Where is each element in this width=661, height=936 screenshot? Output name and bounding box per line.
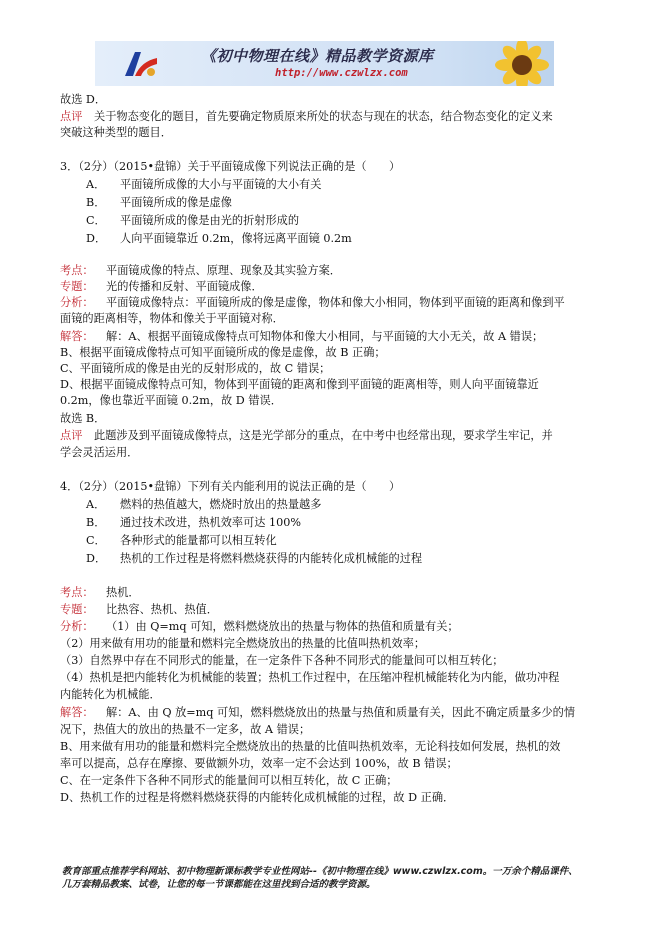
q4-kaodian: 考点： 热机． <box>60 586 140 599</box>
q3-jieda-line3: C、平面镜所成的像是由光的反射形成的，故 C 错误； <box>60 362 331 375</box>
site-logo-icon <box>121 48 161 80</box>
q4-option-d: D． 热机的工作过程是将燃料燃烧获得的内能转化成机械能的过程 <box>86 552 423 565</box>
q4-jieda: 解答： 解：A、由 Q 放=mq 可知，燃料燃烧放出的热量与热值和质量有关，因此不确定质量多少的情 <box>60 706 576 719</box>
banner-title: 《初中物理在线》精品教学资源库 <box>201 47 434 65</box>
q3-fenxi-line2: 面镜的距离相等，物体和像关于平面镜对称． <box>60 312 284 325</box>
q4-fenxi-line2: （2）用来做有用功的能量和燃料完全燃烧放出的热量的比值叫热机效率； <box>60 637 426 650</box>
q3-jieda-line2: B、根据平面镜成像特点可知平面镜所成的像是虚像，故 B 正确； <box>60 346 386 359</box>
q4-option-b: B． 通过技术改进，热机效率可达 100% <box>86 516 301 529</box>
prev-comment-line1: 关于物态变化的题目，首先要确定物质原来所处的状态与现在的状态，结合物态变化的定义来 <box>94 110 553 123</box>
q4-option-c: C． 各种形式的能量都可以相互转化 <box>86 534 277 547</box>
q3-kaodian: 考点： 平面镜成像的特点、原理、现象及其实验方案． <box>60 264 341 277</box>
q4-fenxi: 分析： （1）由 Q=mq 可知，燃料燃烧放出的热量与物体的热值和质量有关； <box>60 620 459 633</box>
prev-comment-line2: 突破这种类型的题目． <box>60 126 172 139</box>
q3-option-d: D． 人向平面镜靠近 0.2m，像将远离平面镜 0.2m <box>86 232 352 245</box>
comment-label: 点评 <box>60 110 83 123</box>
q4-zhuanti: 专题： 比热容、热机、热值． <box>60 603 218 616</box>
q4-jieda-line3: B、用来做有用功的能量和燃料完全燃烧放出的热量的比值叫热机效率，无论科技如何发展，热机的效 <box>60 740 561 753</box>
q3-answer: 故选 B． <box>60 412 106 425</box>
q3-comment: 点评 此题涉及到平面镜成像特点，这是光学部分的重点，在中考中也经常出现，要求学生牢记，并 <box>60 429 553 442</box>
q4-fenxi-line3: （3）自然界中存在不同形式的能量，在一定条件下各种不同形式的能量间可以相互转化； <box>60 654 504 667</box>
q3-jieda: 解答： 解：A、根据平面镜成像特点可知物体和像大小相同，与平面镜的大小无关，故 A 错误； <box>60 330 544 343</box>
q3-option-c: C． 平面镜所成的像是由光的折射形成的 <box>86 214 300 227</box>
q4-option-a: A． 燃料的热值越大，燃烧时放出的热量越多 <box>86 498 322 511</box>
q3-stem: 3．（2分）（2015•盘锦）关于平面镜成像下列说法正确的是（ ） <box>60 160 401 173</box>
q3-option-a: A． 平面镜所成像的大小与平面镜的大小有关 <box>86 178 322 191</box>
sunflower-icon <box>492 41 552 86</box>
q3-comment-line2: 学会灵活运用． <box>60 446 139 459</box>
q4-jieda-line4: 率可以提高，总存在摩擦、要做额外功，效率一定不会达到 100%，故 B 错误； <box>60 757 458 770</box>
q4-fenxi-line5: 内能转化为机械能． <box>60 688 161 701</box>
header-banner <box>95 41 554 86</box>
q3-option-b: B． 平面镜所成的像是虚像 <box>86 196 232 209</box>
footer-line2: 几万套精品教案、试卷，让您的每一节课都能在这里找到合适的教学资源。 <box>62 879 376 890</box>
q4-fenxi-line4: （4）热机是把内能转化为机械能的装置；热机工作过程中，在压缩冲程机械能转化为内能，做功冲程 <box>60 671 560 684</box>
q3-zhuanti: 专题： 光的传播和反射、平面镜成像． <box>60 280 263 293</box>
q4-stem: 4．（2分）（2015•盘锦）下列有关内能利用的说法正确的是（ ） <box>60 480 401 493</box>
q4-jieda-line5: C、在一定条件下各种不同形式的能量间可以相互转化，故 C 正确； <box>60 774 398 787</box>
q4-jieda-line6: D、热机工作的过程是将燃料燃烧获得的内能转化成机械能的过程，故 D 正确． <box>60 791 455 804</box>
q3-jieda-line4: D、根据平面镜成像特点可知，物体到平面镜的距离和像到平面镜的距离相等，则人向平面镜靠近 <box>60 378 539 391</box>
q3-fenxi: 分析： 平面镜成像特点：平面镜所成的像是虚像，物体和像大小相同，物体到平面镜的距离和像到平 <box>60 296 565 309</box>
prev-answer: 故选 D． <box>60 93 107 106</box>
page-footer <box>62 865 622 891</box>
q3-jieda-line5: 0.2m，像也靠近平面镜 0.2m，故 D 错误． <box>60 394 282 407</box>
banner-url[interactable]: http://www.czwlzx.com <box>275 67 408 79</box>
prev-comment <box>60 109 553 125</box>
q4-jieda-line2: 况下，热值大的放出的热量不一定多，故 A 错误； <box>60 723 311 736</box>
footer-line1: 教育部重点推荐学科网站、初中物理新课标教学专业性网站--《初中物理在线》www.czwlzx.com。一万余个精品课件、 <box>62 866 578 877</box>
